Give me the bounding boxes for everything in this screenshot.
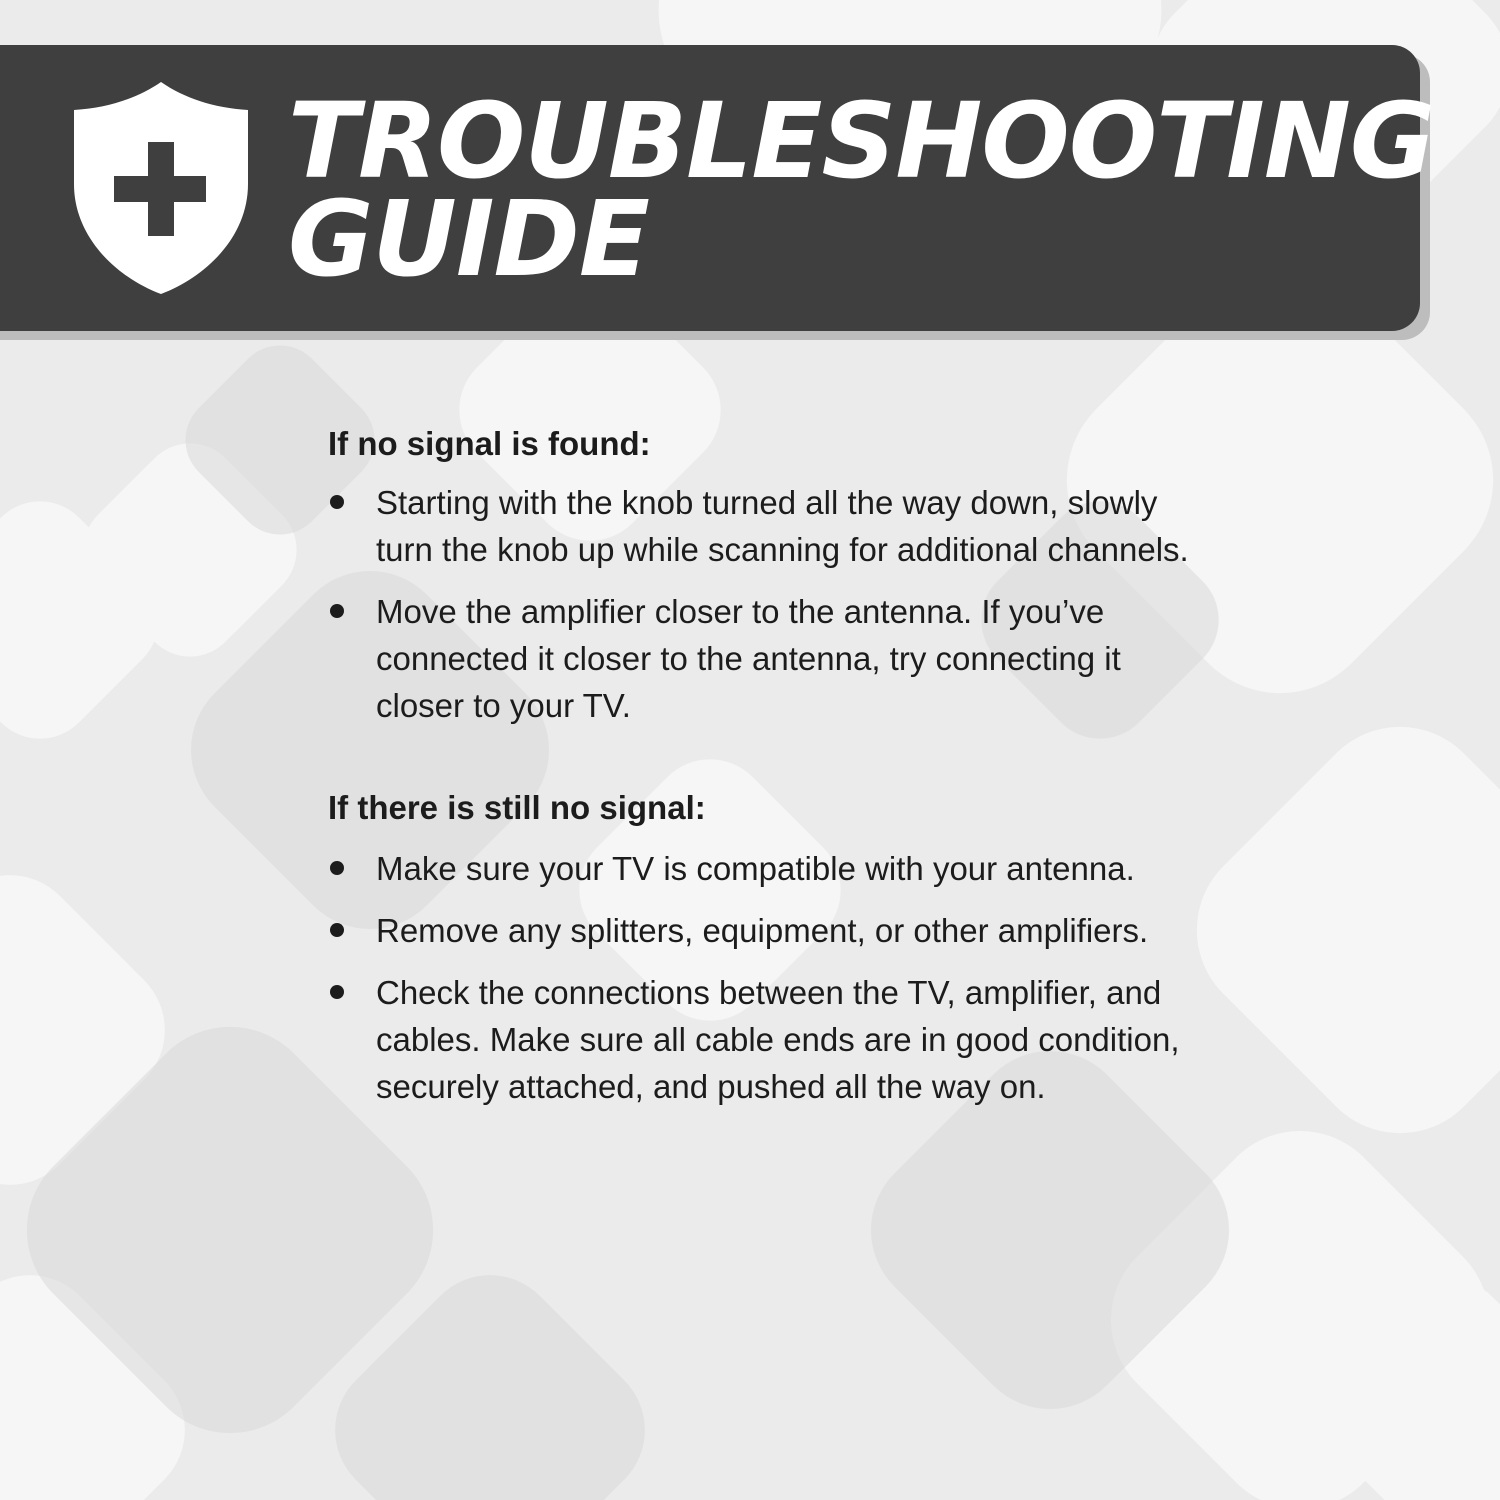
section-heading: If no signal is found: [328,425,651,462]
list-item: Move the amplifier closer to the antenna. If you’ve connected it closer to the antenna, try connecting it closer to your TV. [328,588,1198,729]
title-line-1: TROUBLESHOOTING [288,80,1435,202]
list-item: Make sure your TV is compatible with your antenna. [328,845,1198,892]
guide-content [328,420,1198,1125]
section-heading: If there is still no signal: [328,789,706,826]
section-still-no-signal [328,784,1198,1110]
bullet-list [328,845,1198,1110]
list-item: Starting with the knob turned all the way down, slowly turn the knob up while scanning for additional channels. [328,479,1198,573]
list-item: Remove any splitters, equipment, or other amplifiers. [328,907,1198,954]
title-line-2: GUIDE [288,178,649,300]
bullet-list [328,479,1198,729]
shield-plus-icon [68,80,254,296]
section-no-signal-found [328,420,1198,729]
list-item: Check the connections between the TV, amplifier, and cables. Make sure all cable ends are in good condition, securely attached, and pushed all the way on. [328,969,1198,1110]
page-title [288,80,1435,300]
